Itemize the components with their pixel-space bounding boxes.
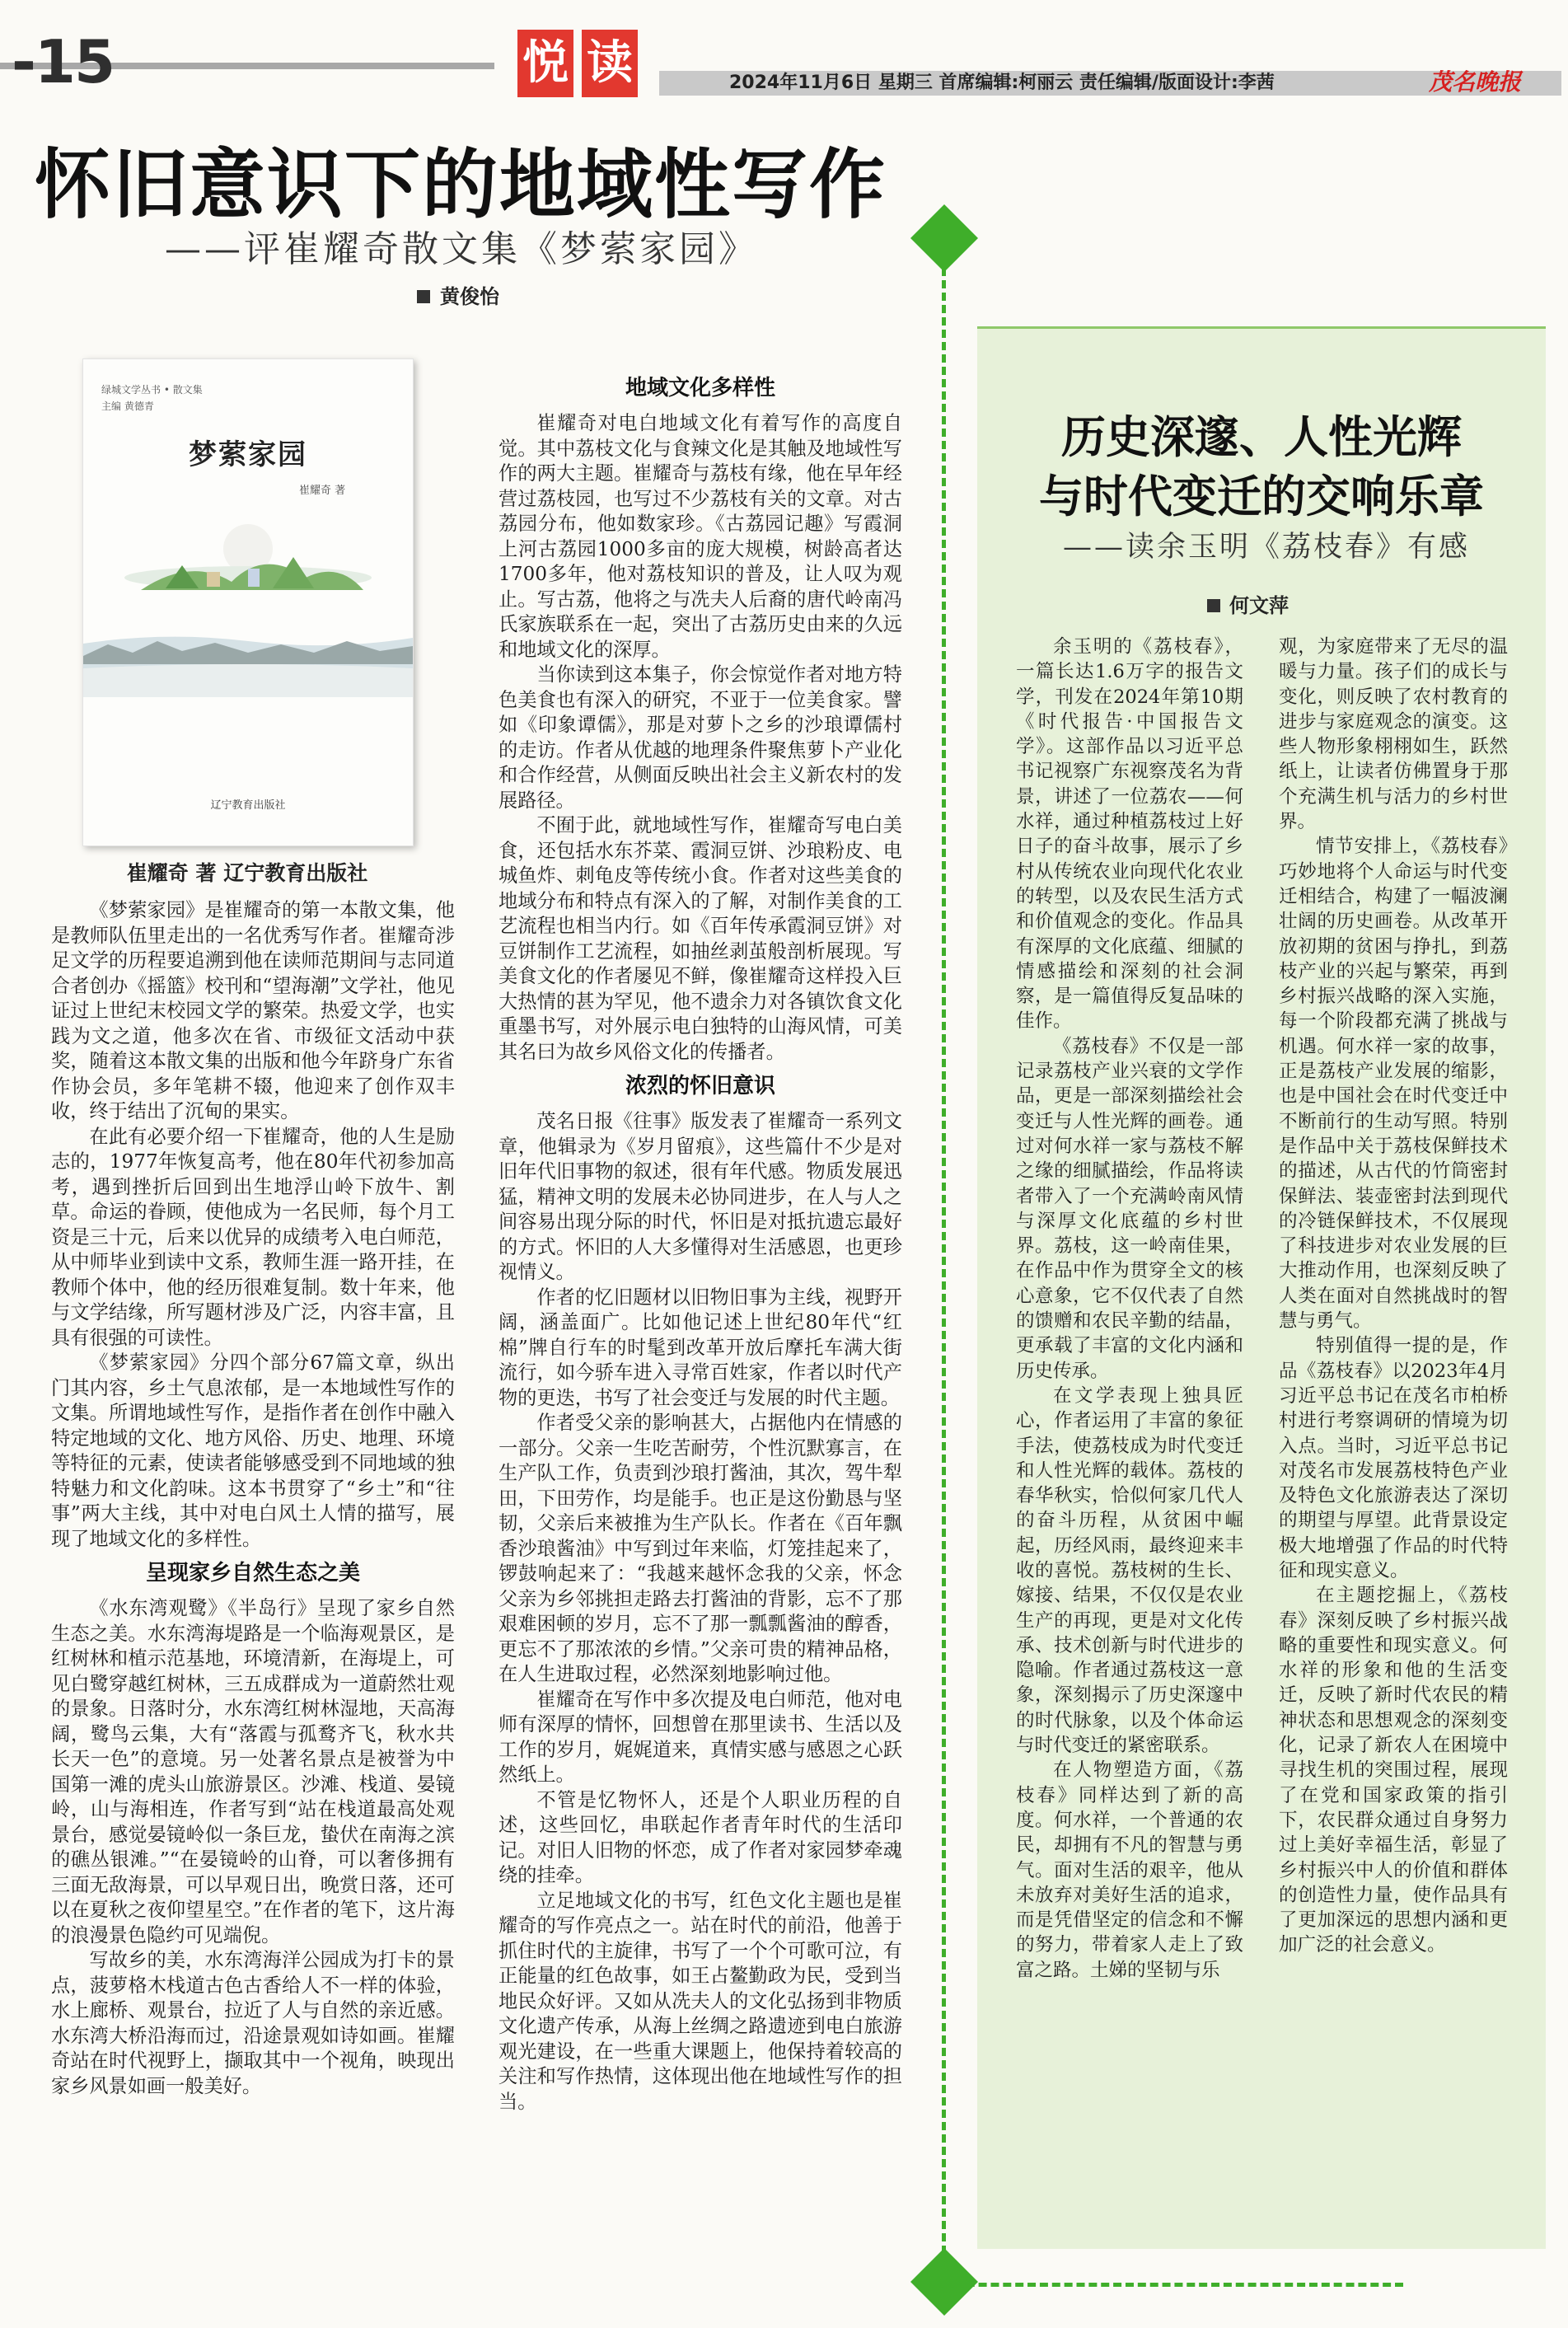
cover-editor: 主编 黄德青 [101,400,154,412]
cover-title: 梦萦家园 [189,438,307,471]
paragraph: 茂名日报《往事》版发表了崔耀奇一系列文章，他辑录为《岁月留痕》，这些篇什不少是对旧年代旧事物的叙述，很有年代感。物质发展迅猛，精神文明的发展未必协同进步，在人与人之间容易出现分际的时代，怀旧是对抵抗遗忘最好的方式。怀旧的人大多懂得对生活感恩，也更珍视情义。 [498,1110,902,1283]
diamond-ornament-icon [910,2248,978,2316]
paragraph: 当你读到这本集子，你会惊觉作者对地方特色美食也有深入的研究，不亚于一位美食家。譬如《印象谭儒》，那是对萝卜之乡的沙琅谭儒村的走访。作者从优越的地理条件聚焦萝卜产业化和合作经营，从侧面反映出社会主义新农村的发展路径。 [498,663,902,812]
paragraph: 崔耀奇对电白地域文化有着写作的高度自觉。其中荔枝文化与食辣文化是其触及地域性写作的两大主题。崔耀奇与荔枝有缘，他在早年经营过荔枝园，也写过不少荔枝有关的文章。对古荔园分布，他如数家珍。《古荔园记趣》写霞洞上河古荔园1000多亩的庞大规模，树龄高者达1700多年，他对荔枝知识的普及，让人叹为观止。写古荔，他将之与冼夫人后裔的唐代岭南冯氏家族联系在一起，突出了古荔历史由来的久远和地域文化的深厚。 [498,412,902,661]
paragraph: 在此有必要介绍一下崔耀奇，他的人生是励志的，1977年恢复高考，他在80年代初参加高考，遇到挫折后回到出生地浮山岭下放牛、割草。命运的眷顾，使他成为一名民师，每个月工资是三十元，后来以优异的成绩考入电白师范，从中师毕业到读中文系，教师生涯一路开挂，在教师个体中，他的经历很难复制。数十年来，他与文学结缘，所写题材涉及广泛，内容丰富，且具有很强的可读性。 [51,1125,455,1349]
sidebar-column-2 [1279,635,1508,1958]
paragraph: 《梦萦家园》分四个部分67篇文章，纵出门其内容，乡土气息浓郁，是一本地域性写作的文集。所谓地域性写作，是指作者在创作中融入特定地域的文化、地方风俗、历史、地理、环境等特征的元素，使读者能够感受到不同地域的独特魅力和文化韵味。这本书贯穿了“乡土”和“往事”两大主线，其中对电白风土人情的描写，展现了地域文化的多样性。 [51,1351,455,1550]
paragraph: 《梦萦家园》是崔耀奇的第一本散文集，他是教师队伍里走出的一名优秀写作者。崔耀奇涉足文学的历程要追溯到他在读师范期间与志同道合者创办《摇篮》校刊和“望海潮”文学社，他见证过上世纪末校园文学的繁荣。热爱文学，也实践为文之道，他多次在省、市级征文活动中获奖，随着这本散文集的出版和他今年跻身广东省作协会员，多年笔耕不辍，他迎来了创作双丰收，终于结出了沉甸的果实。 [51,899,455,1122]
paragraph: 作者的忆旧题材以旧物旧事为主线，视野开阔，涵盖面广。比如他记述上世纪80年代“红棉”牌自行车的时髦到改革开放后摩托车满大街流行，如今骄车进入寻常百姓家，作者以时代产物的更迭，书写了社会变迁与发展的时代主题。 [498,1286,902,1409]
sidebar-article-author: 何文萍 [1229,594,1289,617]
book-cover-image [82,358,414,846]
paragraph: 立足地域文化的书写，红色文化主题也是崔耀奇的写作亮点之一。站在时代的前沿，他善于抓住时代的主旋律，书写了一个个可歌可泣，有正能量的红色故事，如王占鳌勤政为民，受到当地民众好评。又如从冼夫人的文化弘扬到非物质文化遗产传承，从海上丝绸之路遗迹到电白旅游观光建设，在一些重大课题上，他保持着较高的关注和写作热情，这体现出他在地域性写作的担当。 [498,1889,902,2113]
paragraph: 《水东湾观鹭》《半岛行》呈现了家乡自然生态之美。水东湾海堤路是一个临海观景区，是红树林和植示范基地，环境清新，在海堤上，可见白鹭穿越红树林，三五成群成为一道蔚然壮观的景象。日落时分，水东湾红树林湿地，天高海阔，鹭鸟云集，大有“落霞与孤鹜齐飞，秋水共长天一色”的意境。另一处著名景点是被誉为中国第一滩的虎头山旅游景区。沙滩、栈道、晏镜岭，山与海相连，作者写到“站在栈道最高处观景台，感觉晏镜岭似一条巨龙，蛰伏在南海之滨的礁丛银滩。”“在晏镜岭的山脊，可以奢侈拥有三面无敌海景，可以早观日出，晚赏日落，还可以在夏秋之夜仰望星空。”在作者的笔下，这片海的浪漫景色隐约可见端倪。 [51,1597,455,1946]
title-line: 历史深邃、人性光辉 [1061,411,1462,463]
cover-author: 崔耀奇 著 [299,485,346,497]
cover-illustration [83,499,413,747]
sidebar-column-1 [1016,635,1243,1983]
paragraph: 特别值得一提的是，作品《荔枝春》以2023年4月习近平总书记在茂名市柏桥村进行考察调研的情境为切入点。当时，习近平总书记对茂名市发展荔枝特色产业及特色文化旅游表达了深切的期望与厚望。此背景设定极大地增强了作品的时代特征和现实意义。 [1279,1335,1508,1581]
paragraph: 在人物塑造方面，《荔枝春》同样达到了新的高度。何水祥，一个普通的农民，却拥有不凡的智慧与勇气。面对生活的艰辛，他从未放弃对美好生活的追求，而是凭借坚定的信念和不懈的努力，带着家人走上了致富之路。土娣的坚韧与乐 [1016,1759,1243,1981]
paragraph: 崔耀奇在写作中多次提及电白师范，他对电师有深厚的情怀，回想曾在那里读书、生活以及工作的岁月，娓娓道来，真情实感与感恩之心跃然纸上。 [498,1688,902,1786]
sidebar-article-subtitle: ——读余玉明《荔枝春》有感 [1063,531,1471,564]
paragraph: 不管是忆物怀人，还是个人职业历程的自述，这些回忆，串联起作者青年时代的生活印记。对旧人旧物的怀恋，成了作者对家园梦牵魂绕的挂牵。 [498,1788,902,1886]
header-info: 2024年11月6日 星期三 首席编辑:柯丽云 责任编辑/版面设计:李茜 [729,73,1275,93]
cover-series: 绿城文学丛书 • 散文集 [101,384,203,396]
section-label-du: 读 [582,30,638,97]
article-subtitle: ——评崔耀奇散文集《梦萦家园》 [165,228,758,270]
column-divider [942,255,946,2291]
paragraph: 作者受父亲的影响甚大，占据他内在情感的一部分。父亲一生吃苦耐劳，个性沉默寡言，在生产队工作，负责到沙琅打酱油，其次，驾牛犁田，下田劳作，均是能手。也正是这份勤恳与坚韧，父亲后来被推为生产队长。作者在《百年飘香沙琅酱油》中写到过年来临，灯笼挂起来了，锣鼓响起来了：“我越来越怀念我的父亲，怀念父亲为乡邻挑担走路去打酱油的背影，忘不了那艰难困顿的岁月，忘不了那一瓢瓢酱油的醇香，更忘不了那浓浓的乡情。”父亲可贵的精神品格，在人生进取过程，必然深刻地影响过他。 [498,1412,902,1685]
cover-caption: 崔耀奇 著 辽宁教育出版社 [126,861,368,885]
paragraph: 情节安排上，《荔枝春》巧妙地将个人命运与时代变迁相结合，构建了一幅波澜壮阔的历史画卷。从改革开放初期的贫困与挣扎，到荔枝产业的兴起与繁荣，再到乡村振兴战略的深入实施，每一个阶段都充满了挑战与机遇。何水祥一家的故事，正是荔枝产业发展的缩影，也是中国社会在时代变迁中不断前行的生动写照。特别是作品中关于荔枝保鲜技术的描述，从古代的竹筒密封保鲜法、装壶密封法到现代的冷链保鲜技术，不仅展现了科技进步对农业发展的巨大推动作用，也深刻反映了人类在面对自然挑战时的智慧与勇气。 [1279,836,1508,1333]
article-column-1 [51,898,455,2099]
article-author: 黄俊怡 [440,285,499,308]
diamond-ornament-icon [910,204,978,272]
paragraph: 《荔枝春》不仅是一部记录荔枝产业兴衰的文学作品，更是一部深刻描绘社会变迁与人性光辉的画卷。通过对何水祥一家与荔枝不解之缘的细腻描绘，作品将读者带入了一个充满岭南风情与深厚文化底蕴的乡村世界。荔枝，这一岭南佳果，在作品中作为贯穿全文的核心意象，它不仅代表了自然的馈赠和农民辛勤的结晶，更承载了丰富的文化内涵和历史传承。 [1016,1035,1243,1382]
paragraph: 观，为家庭带来了无尽的温暖与力量。孩子们的成长与变化，则反映了农村教育的进步与家庭观念的演变。这些人物形象栩栩如生，跃然纸上，让读者仿佛置身于那个充满生机与活力的乡村世界。 [1279,636,1508,833]
author-marker-icon [417,290,430,303]
page-number: -15 [12,27,115,96]
paragraph: 在主题挖掘上，《荔枝春》深刻反映了乡村振兴战略的重要性和现实意义。何水祥的形象和他的生活变迁，反映了新时代农民的精神状态和思想观念的深刻变化，记录了新农人在困境中寻找生机的突围过程，展现了在党和国家政策的指引下，农民群众通过自身努力过上美好幸福生活，彰显了乡村振兴中人的价值和群体的创造性力量，使作品具有了更加深远的思想内涵和更加广泛的社会意义。 [1279,1585,1508,1956]
article-column-2 [498,367,902,2115]
paragraph: 不囿于此，就地域性写作，崔耀奇写电白美食，还包括水东芥菜、霞洞豆饼、沙琅粉皮、电城鱼炸、刺龟皮等传统小食。作者对这些美食的地域分布和特点有深入的了解，对制作美食的工艺流程也相当内行。如《百年传承霞洞豆饼》对豆饼制作工艺流程，如抽丝剥茧般剖析展现。写美食文化的作者屡见不鲜，像崔耀奇这样投入巨大热情的甚为罕见，他不遗余力对各镇饮食文化重墨书写，对外展示电白独特的山海风情，可美其名曰为故乡风俗文化的传播者。 [498,814,902,1063]
section-heading-nostalgia: 浓烈的怀旧意识 [625,1074,775,1098]
paragraph: 余玉明的《荔枝春》，一篇长达1.6万字的报告文学，刊发在2024年第10期《时代报告·中国报告文学》。这部作品以习近平总书记视察广东视察茂名为背景，讲述了一位荔农——何水祥，通过种植荔枝过上好日子的奋斗故事，展示了乡村从传统农业向现代化农业的转型，以及农民生活方式和价值观念的变化。作品具有深厚的文化底蕴、细腻的情感描绘和深刻的社会洞察，是一篇值得反复品味的佳作。 [1016,636,1243,1033]
cover-publisher: 辽宁教育出版社 [210,799,286,812]
author-marker-icon [1207,599,1220,612]
sidebar-article-title [977,408,1546,527]
title-line: 与时代变迁的交响乐章 [1039,471,1484,522]
masthead-logo: 茂名晚报 [1428,68,1521,96]
article-title: 怀旧意识下的地域性写作 [35,141,887,229]
section-heading-nature: 呈现家乡自然生态之美 [145,1561,360,1586]
paragraph: 在文学表现上独具匠心，作者运用了丰富的象征手法，使荔枝成为时代变迁和人性光辉的载体。荔枝的春华秋实，恰似何家几代人的奋斗历程，从贫困中崛起，历经风雨，最终迎来丰收的喜悦。荔枝树的生长、嫁接、结果，不仅仅是农业生产的再现，更是对文化传承、技术创新与时代进步的隐喻。作者通过荔枝这一意象，深刻揭示了历史深邃中的时代脉象，以及个体命运与时代变迁的紧密联系。 [1016,1384,1243,1757]
section-heading-culture: 地域文化多样性 [625,376,775,400]
bottom-divider [942,2283,1403,2287]
paragraph: 写故乡的美，水东湾海洋公园成为打卡的景点，菠萝格木栈道古色古香给人不一样的体验，水上廊桥、观景台，拉近了人与自然的亲近感。水东湾大桥沿海而过，沿途景观如诗如画。崔耀奇站在时代视野上，撷取其中一个视角，映现出家乡风景如画一般美好。 [51,1949,455,2097]
section-label-yue: 悦 [517,30,573,97]
